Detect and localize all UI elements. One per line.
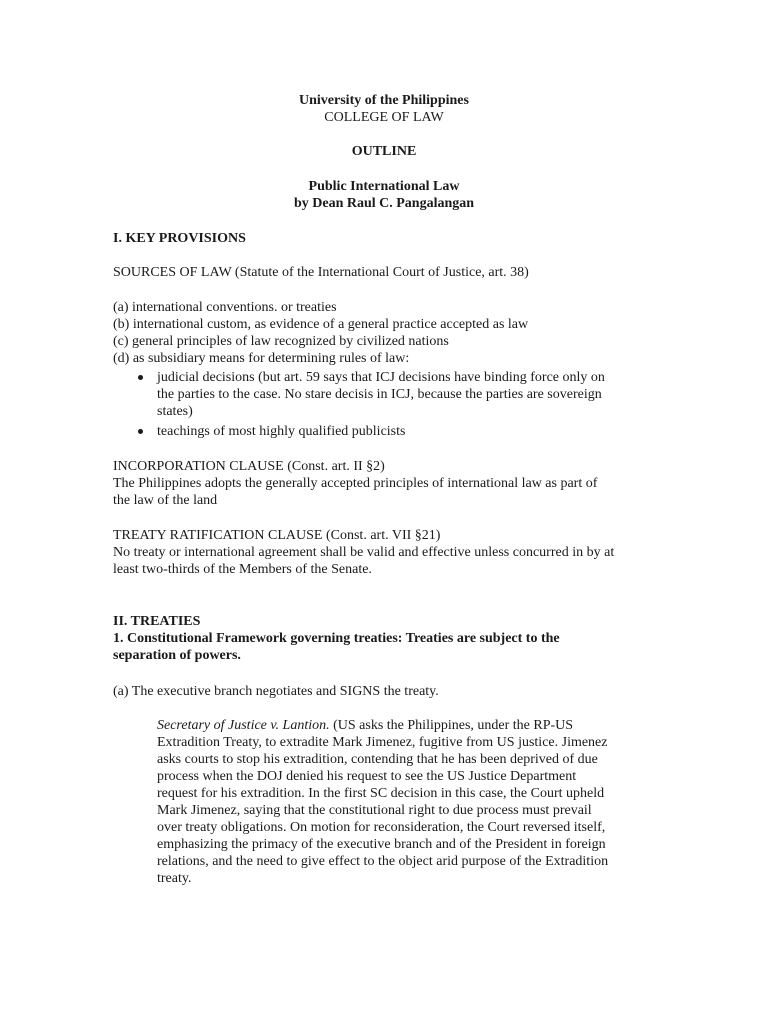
- constitutional-framework-heading: 1. Constitutional Framework governing treaties: Treaties are subject to the: [113, 631, 560, 646]
- case-text: relations, and the need to give effect to the object arid purpose of the Extradition: [157, 854, 609, 869]
- bullet-text: teachings of most highly qualified publicists: [157, 424, 406, 439]
- section-heading-key-provisions: I. KEY PROVISIONS: [113, 231, 246, 246]
- executive-branch-item: (a) The executive branch negotiates and SIGNS the treaty.: [113, 684, 439, 699]
- bullet-text: judicial decisions (but art. 59 says that ICJ decisions have binding force only on: [157, 370, 605, 385]
- case-name: Secretary of Justice v. Lantion.: [157, 718, 330, 733]
- bullet-icon: [138, 429, 143, 434]
- case-text: request for his extradition. In the first SC decision in this case, the Court upheld: [157, 786, 605, 801]
- university-name: University of the Philippines: [299, 93, 469, 108]
- source-item: (b) international custom, as evidence of a general practice accepted as law: [113, 317, 529, 332]
- case-text: process when the DOJ denied his request to see the US Justice Department: [157, 769, 577, 784]
- case-text: emphasizing the primacy of the executive branch and of the President in foreign: [157, 837, 606, 852]
- source-item: (a) international conventions. or treaties: [113, 300, 337, 315]
- outline-title: OUTLINE: [351, 144, 417, 159]
- case-text: (US asks the Philippines, under the RP-US: [329, 718, 574, 733]
- section-heading-treaties: II. TREATIES: [113, 614, 201, 629]
- case-first-line: [157, 717, 573, 734]
- bullet-text: the parties to the case. No stare decisis in ICJ, because the parties are sovereign: [157, 387, 602, 402]
- treaty-ratification-title: TREATY RATIFICATION CLAUSE (Const. art. VII §21): [113, 528, 441, 543]
- case-text: Extradition Treaty, to extradite Mark Jimenez, fugitive from US justice. Jimenez: [157, 735, 608, 750]
- incorporation-text: The Philippines adopts the generally accepted principles of international law as part of: [113, 476, 598, 491]
- sources-of-law-title: SOURCES OF LAW (Statute of the International Court of Justice, art. 38): [113, 265, 529, 280]
- constitutional-framework-heading: separation of powers.: [113, 648, 241, 663]
- bullet-text: states): [157, 404, 193, 419]
- source-item: (c) general principles of law recognized by civilized nations: [113, 334, 449, 349]
- source-item: (d) as subsidiary means for determining rules of law:: [113, 351, 410, 366]
- bullet-icon: [138, 375, 143, 380]
- case-text: over treaty obligations. On motion for reconsideration, the Court reversed itself,: [157, 820, 606, 835]
- case-text: treaty.: [157, 871, 192, 886]
- incorporation-text: the law of the land: [113, 493, 218, 508]
- author-line: by Dean Raul C. Pangalangan: [293, 196, 475, 211]
- subject-title: Public International Law: [308, 179, 460, 194]
- treaty-ratification-text: least two-thirds of the Members of the Senate.: [113, 562, 372, 577]
- case-text: Mark Jimenez, saying that the constitutional right to due process must prevail: [157, 803, 592, 818]
- case-text: asks courts to stop his extradition, contending that he has been deprived of due: [157, 752, 598, 767]
- incorporation-clause-title: INCORPORATION CLAUSE (Const. art. II §2): [113, 459, 385, 474]
- treaty-ratification-text: No treaty or international agreement shall be valid and effective unless concurred in by at: [113, 545, 615, 560]
- college-name: COLLEGE OF LAW: [324, 110, 444, 125]
